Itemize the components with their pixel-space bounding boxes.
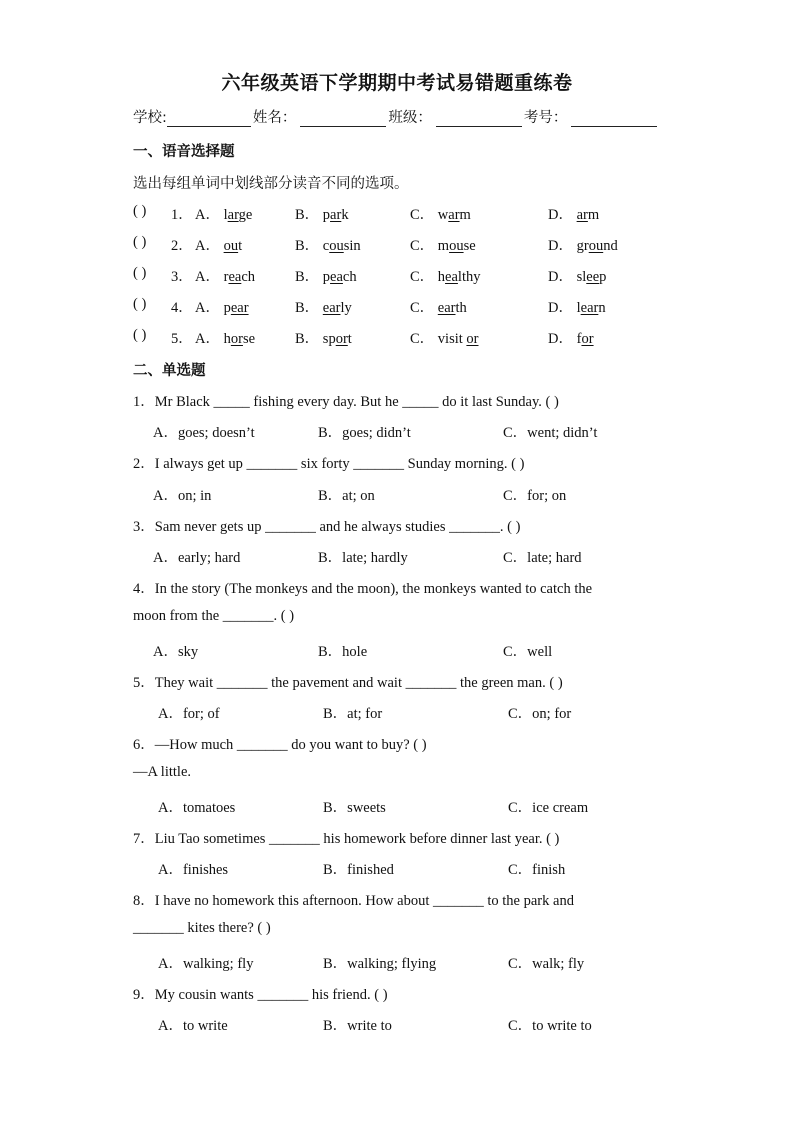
option-letter: D． [548,238,577,254]
choice-option[interactable]: B．goes; didn’t [318,425,411,442]
option-letter: C． [410,300,438,316]
option-letter: C． [410,207,438,223]
choice-option[interactable]: B．finished [323,862,394,878]
choice-option[interactable]: C．well [503,643,553,660]
word-part: h [437,269,446,285]
option-letter: C． [410,238,438,254]
word-part: m [459,207,471,223]
question-number: 5． [171,331,193,347]
underlined-letters: ea [228,269,242,285]
student-info-row [133,106,659,127]
word-part: k [341,207,349,223]
word-part: m [437,238,450,254]
option-letter: A． [195,300,224,316]
option-letter: C． [410,331,438,347]
page-title: 六年级英语下学期期中考试易错题重练卷 [221,72,573,94]
option-letter: B． [295,331,323,347]
phonics-question [133,327,693,349]
word-part: f [576,331,582,347]
word-part: visit [437,331,467,347]
underlined-letters: ou [329,238,344,254]
underlined-letters: ar [448,207,460,223]
option-letter: A． [195,207,224,223]
option-letter: B． [295,269,323,285]
word-part: ch [241,269,256,285]
word-part: m [587,207,600,223]
option-d[interactable] [548,327,594,348]
word-part: se [463,238,476,254]
question-text: 2．I always get up _______ six forty _______ Sunday morning. ( ) [133,456,525,473]
section1-instruction: 选出每组单词中划线部分读音不同的选项。 [133,176,409,192]
choice-option[interactable]: B．write to [323,1018,392,1034]
option-d[interactable] [548,234,618,255]
underlined-letters: or [466,331,479,347]
option-letter: A． [195,238,224,254]
choice-option[interactable]: B．at; on [318,487,375,504]
question-text: —A little. [133,764,191,781]
word-part: r [223,269,229,285]
question-text: _______ kites there? ( ) [133,920,271,937]
underlined-letters: ou [588,238,604,254]
phonics-question [133,234,693,256]
underlined-letters: or [230,331,243,347]
word-part: w [437,207,449,223]
underlined-letters: ou [449,238,464,254]
choice-option[interactable]: B．hole [318,643,368,660]
answer-blank[interactable]: ( ) [133,234,147,250]
option-letter: D． [548,331,577,347]
option-c[interactable] [410,296,467,317]
word-part: n [598,300,606,316]
underlined-letters: or [335,331,348,347]
choice-option[interactable]: A．on; in [153,487,212,504]
word-part: l [576,300,581,316]
choice-option[interactable]: C．walk; fly [508,955,585,972]
phonics-question [133,296,693,318]
word-part: ly [340,300,352,316]
option-c[interactable] [410,234,476,255]
class-field[interactable] [436,110,522,127]
underlined-letters: ear [230,300,249,316]
option-letter: D． [548,300,577,316]
choice-option[interactable]: A．walking; fly [158,955,254,972]
choice-option[interactable]: B．sweets [323,799,386,816]
underlined-letters: ee [586,269,600,285]
choice-option[interactable]: C．went; didn’t [503,425,598,442]
phonics-question [133,203,693,225]
school-field[interactable] [167,110,251,127]
underlined-letters: ea [330,269,343,285]
word-part: lthy [457,269,481,285]
question-text: 4．In the story (The monkeys and the moon), the monkeys wanted to catch the [133,581,593,598]
option-b[interactable] [295,203,349,224]
word-part: ge [238,207,253,223]
question-text: 8．I have no homework this afternoon. How about _______ to the park and [133,893,574,910]
word-part: sp [322,331,336,347]
question-text: 9．My cousin wants _______ his friend. ( ) [133,986,388,1003]
question-text: 6．—How much _______ do you want to buy? ( ) [133,737,427,754]
word-part: sin [343,238,361,254]
choice-option[interactable]: B．at; for [323,706,383,722]
phonics-question [133,265,693,287]
section1-heading: 一、语音选择题 [133,144,235,160]
number-label: 考号： [523,110,568,126]
class-label: 班级： [388,110,432,126]
option-d[interactable] [548,265,606,286]
choice-option[interactable]: C．to write to [508,1018,592,1034]
word-part: gr [576,238,589,254]
word-part: h [223,331,231,347]
question-text: 5．They wait _______ the pavement and wait _______ the green man. ( ) [133,674,563,691]
option-letter: B． [295,300,323,316]
underlined-letters: ea [445,269,458,285]
option-letter: B． [295,207,323,223]
option-a[interactable] [195,296,249,317]
word-part: se [242,331,256,347]
answer-blank[interactable]: ( ) [133,265,147,281]
word-part: p [599,269,607,285]
choice-option[interactable]: B．late; hardly [318,550,408,566]
choice-option[interactable]: C．ice cream [508,799,589,816]
question-text: 1．Mr Black _____ fishing every day. But he _____ do it last Sunday. ( ) [133,394,559,410]
answer-blank[interactable]: ( ) [133,327,147,343]
question-number: 3． [171,269,193,285]
underlined-letters: ar [227,207,239,223]
option-a[interactable] [195,203,252,224]
question-text: moon from the _______. ( ) [133,608,295,625]
option-letter: C． [410,269,438,285]
question-number: 2． [171,238,193,254]
answer-blank[interactable]: ( ) [133,203,147,219]
question-number: 1． [171,207,193,223]
option-b[interactable] [295,296,352,317]
name-field[interactable] [300,110,386,127]
answer-blank[interactable]: ( ) [133,296,147,312]
choice-option[interactable]: A．to write [158,1018,228,1034]
word-part: c [322,238,330,254]
underlined-letters: ear [437,300,456,316]
choice-option[interactable]: B．walking; flying [323,955,437,972]
underlined-letters: or [581,331,594,347]
underlined-letters: ear [580,300,599,316]
choice-option[interactable]: A．early; hard [153,550,241,566]
option-a[interactable] [195,265,255,286]
option-letter: B． [295,238,323,254]
option-c[interactable] [410,265,480,286]
choice-option[interactable]: C．late; hard [503,550,582,566]
question-number: 4． [171,300,193,316]
word-part: sl [576,269,587,285]
option-c[interactable] [410,203,471,224]
option-a[interactable] [195,234,242,255]
word-part: nd [603,238,618,254]
option-letter: D． [548,269,577,285]
word-part: t [347,331,352,347]
word-part: t [238,238,243,254]
word-part: th [455,300,467,316]
choice-option[interactable]: A．tomatoes [158,799,236,816]
question-text: 7．Liu Tao sometimes _______ his homework before dinner last year. ( ) [133,830,560,847]
choice-option[interactable]: C．for; on [503,487,567,504]
option-b[interactable] [295,327,352,348]
word-part: ch [342,269,357,285]
word-part: p [223,300,231,316]
word-part: p [322,269,331,285]
word-part: p [322,207,331,223]
underlined-letters: ar [576,207,588,223]
choice-option[interactable]: C．finish [508,862,566,878]
choice-option[interactable]: A．goes; doesn’t [153,425,255,442]
option-b[interactable] [295,265,357,286]
underlined-letters: ar [330,207,342,223]
question-text: 3．Sam never gets up _______ and he always studies _______. ( ) [133,518,521,535]
option-letter: D． [548,207,577,223]
option-letter: A． [195,331,224,347]
name-label: 姓名： [252,110,297,126]
number-field[interactable] [571,110,657,127]
word-part: l [223,207,228,223]
choice-option[interactable]: C．on; for [508,706,572,722]
option-b[interactable] [295,234,361,255]
choice-option[interactable]: A．sky [153,643,199,660]
choice-option[interactable]: A．for; of [158,706,220,722]
option-letter: A． [195,269,224,285]
choice-option[interactable]: A．finishes [158,862,229,878]
option-d[interactable] [548,203,599,224]
option-a[interactable] [195,327,255,348]
underlined-letters: ear [322,300,341,316]
section2-heading: 二、单选题 [133,363,206,379]
school-label: 学校: [133,110,167,126]
underlined-letters: ou [223,238,239,254]
option-c[interactable] [410,327,479,348]
option-d[interactable] [548,296,606,317]
